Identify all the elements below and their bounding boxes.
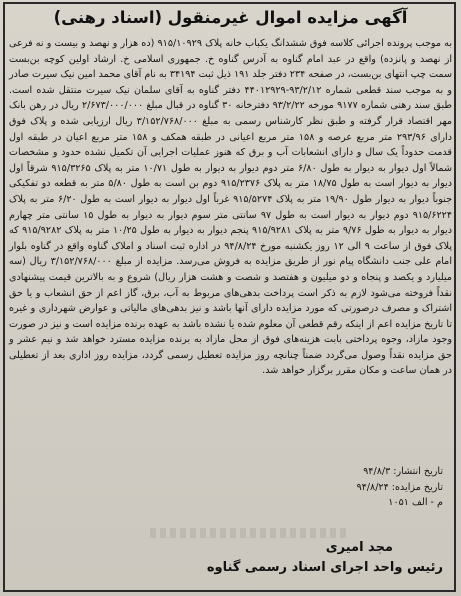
publish-date: تاریخ انتشار: ۹۴/۸/۳	[363, 466, 443, 477]
print-bleed-through	[150, 528, 350, 538]
auction-date: تاریخ مزایده: ۹۴/۸/۲۴	[356, 481, 443, 493]
notice-title: آگهی مزایده اموال غیرمنقول (اسناد رهنی)	[53, 8, 408, 27]
notice-body: به موجب پرونده اجرائی کلاسه فوق ششدانگ یکباب خانه پلاک ۹۱۵/۱۰۹۲۹ (ده هزار و نهصد و بیست و نه فرعی از نهصد و پانزده) واقع در عبد امام گناوه به آدرس گناوه خ. جمهوری اسلامی خ. ارشاد اولین کوچه بن‌بست سمت چپ انتهای بن‌بست، در صفحه ۲۳۴ دفتر جلد ۱۹۱ ذیل ثبت ۳۴۱۹۴ به نام آقای محمد امین نیک سیرت صادر و به موجب سند قطعی شماره ۹۳/۲/۱۲-۴۴۰۱۲۹۲۹ دفتر گناوه به آقای سلمان نیک سیرت منتقل شده است. طبق سند رهنی شماره ۹۱۷۷ مورخه ۹۳/۲/۲۲ دفترخانه ۳۰ گناوه در قبال مبلغ ۲/۶۷۳/۰۰۰/۰۰۰ ریال در رهن بانک مهر اقتصاد قرار گرفته و طبق نظر کارشناس رسمی به مبلغ ۳/۱۵۲/۷۶۸/۰۰۰ ریال ارزیابی شده و پلاک فوق دارای ۲۹۳/۹۶ متر مربع عرصه و ۱۵۸ متر مربع اعیانی در طبقه همکف و ۱۵۸ متر مربع اعیان در طبقه اول قدمت حدوداً یک سال و دارای انشعابات آب و برق که هنوز عملیات اجرایی آن تکمیل نشده حدود و مشخصات شمالاً اول دیوار به دیوار به طول ۶/۸۰ متر دوم دیوار به دیوار به طول ۱۰/۷۱ متر به پلاک ۹۱۵/۳۲۶۵ شرقاً اول دیوار به دیوار است به طول ۱۸/۷۵ متر به پلاک ۹۱۵/۲۳۷۶ دوم بن است به طول ۵/۸۰ متر به قطعه دو تفکیکی جنوباً دیوار به دیوار طول ۱۹/۹۰ متر به پلاک ۹۱۵/۵۲۷۴ غرباً اول دیوار به دیوار است به طول ۶/۲۰ متر به پلاک ۹۱۵/۶۲۲۴ دوم دیوار به دیوار است به طول ۹۷ سانتی متر سوم دیوار به دیوار به طول ۱۵ سانتی متر چهارم دیوار به دیوار به طول ۹/۷۶ متر به پلاک ۹۱۵/۹۲۸۱ پنجم دیوار به دیوار به طول ۱۰/۲۵ متر به پلاک ۹۱۵/۹۲۸۲ که پلاک فوق از ساعت ۹ الی ۱۲ روز یکشنبه مورخ ۹۴/۸/۲۴ در اداره ثبت اسناد و املاک گناوه واقع در گناوه بلوار امام علی جنب دانشگاه پیام نور از طریق مزایده به فروش می‌رسد. مزایده از مبلغ ۳/۱۵۲/۷۶۸/۰۰۰ ریال (سه میلیارد و یکصد و پنجاه و دو میلیون و هفتصد و شصت و هشت هزار ریال) شروع و به بالاترین قیمت پیشنهادی نقداً فروخته می‌شود لازم به ذکر است پرداخت بدهی‌های مربوط به آب، برق، گاز اعم از حق انشعاب و یا حق اشتراک و مصرف درصورتی که مورد مزایده دارای آنها باشد و نیز بدهی‌های مالیاتی و عوارض شهرداری و غیره تا تاریخ مزایده اعم از اینکه رقم قطعی آن معلوم شده یا نشده باشد به عهده برنده مزایده است و نیز در صورت وجود مازاد، وجوه پرداختی بابت هزینه‌های فوق از محل مازاد به برنده مزایده مسترد خواهد شد و نیم عشر و حق مزایده نقداً وصول می‌گردد ضمناً چنانچه روز مزایده تعطیل رسمی گردد، مزایده روز اداری بعد از تعطیلی در همان ساعت و مکان مقرر برگزار خواهد شد.	[9, 38, 453, 377]
signature-block	[10, 538, 451, 578]
signer-title: رئیس واحد اجرای اسناد رسمی گناوه	[206, 560, 443, 575]
reference-number: م - الف ۱۰۵۱	[388, 497, 443, 509]
notice-dates	[357, 464, 444, 511]
signer-name: مجد امیری	[325, 540, 393, 555]
